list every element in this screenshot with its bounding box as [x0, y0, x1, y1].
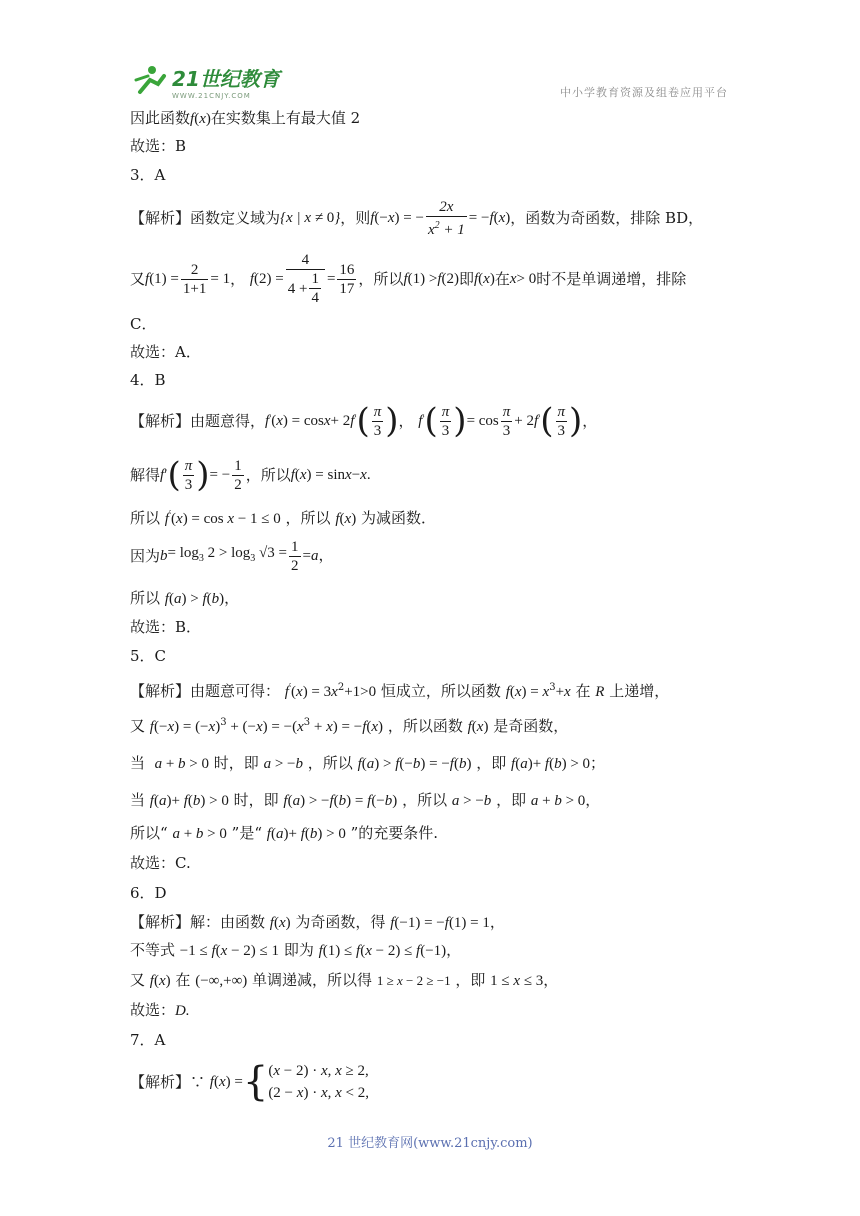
line-6: C．: [130, 315, 157, 333]
line-28: 【解析】∵ f ( x ) = { (x − 2) · x, x ≥ 2, (2 − x) · x, x < 2,: [130, 1059, 370, 1105]
line-14: 故选：B．: [130, 618, 202, 636]
line-11: 所以 f′(x) = cos x − 1 ≤ 0 ，所以 f(x) 为减函数．: [130, 509, 436, 527]
line-16: 【解析】由题意可得： $f'(x) = 3x^2+1>0$ 恒成立，所以函数 $f(x) = x^3+x$ 在 R 上递增，: [130, 682, 670, 700]
page-footer: 21 世纪教育网(www.21cnjy.com): [327, 1136, 533, 1151]
line-3: 3．A: [130, 166, 166, 184]
line-25: 又 f(x) 在 (−∞,+∞) 单调递减，所以得 1 ≥ x − 2 ≥ −1 ，即 1 ≤ x ≤ 3，: [130, 971, 559, 989]
line-13: 所以 f(a) > f(b)，: [130, 589, 240, 607]
line-9: 【解析】由题意得， f ′ ( x ) = cos x + 2 f ′ ( $\frac{\pi}{3}$ ) ， f ′ ( $\frac{\pi}{3}$ ) = cos $\frac{\pi}{3}$ + 2 f ′ ( $\frac{\pi}{3}$ ) ，: [130, 401, 598, 441]
line-21: 故选：C.: [130, 854, 191, 872]
line-26: 故选：D.: [130, 1001, 190, 1019]
line-20: 所以“ a + b > 0 ”是“ f(a)+ f(b) > 0 ”的充要条件.: [130, 824, 439, 842]
line-7: 故选：A．: [130, 343, 201, 361]
line-27: 7．A: [130, 1031, 166, 1049]
site-logo: [130, 58, 290, 102]
svg-text:21世纪教育: 21世纪教育: [172, 67, 280, 91]
line-15: 5．C: [130, 647, 167, 665]
line-23: 【解析】解：由函数 f(x) 为奇函数，得 f(−1) = −f(1) = 1，: [130, 913, 505, 931]
line-24: 不等式 −1 ≤ f(x − 2) ≤ 1 即为 f(1) ≤ f(x − 2) ≤ f(−1)，: [130, 941, 462, 959]
line-10: 解得 f ′ ( $\frac{\pi}{3}$ ) = − $\frac{1}{2}$ ，所以 f ( x ) = sin x − x .: [130, 455, 371, 495]
line-19: 当 f(a)+ f(b) > 0 时，即 f(a) > −f(b) = f(−b) ，所以 a > −b ，即 a + b > 0，: [130, 791, 601, 809]
line-12: 因为 b = $\log_3 2 > \log_3 √3$ = $\frac{1}{2}$ = a ，: [130, 538, 334, 574]
page-header: [0, 0, 860, 104]
svg-text:WWW.21CNJY.COM: WWW.21CNJY.COM: [172, 92, 251, 100]
line-17: 又 $f(-x) = (-x)^3 + (-x) = -(x^3 + x) = -f(x)$ ，所以函数 f(x) 是奇函数，: [130, 717, 569, 735]
line-1: 因此函数f(x)在实数集上有最大值 2: [130, 109, 361, 127]
line-22: 6．D: [130, 884, 167, 902]
line-4: 【解析】函数定义域为 {x | x ≠ 0} ，则 f (− x ) = − $\frac{2x}{x^2 + 1}$ = − f ( x ) ，函数为奇函数，排除 BD，: [130, 198, 704, 238]
line-8: 4．B: [130, 371, 166, 389]
line-18: 当 a + b > 0 时，即 a > −b ，所以 f(a) > f(−b) = −f(b) ，即 f(a)+ f(b) > 0；: [130, 754, 606, 772]
line-5: 又 f (1) = $\frac{2}{1+1}$ = 1 ， f (2) = 4 4 + $\frac{1}{4}$ = $\frac{16}{17}$ ，所以 f (1) > f (2) 即 f ( x ) 在 x > 0 时不是单调递增，排除: [130, 252, 687, 306]
platform-name: 中小学教育资源及组卷应用平台: [560, 86, 728, 99]
line-2: 故选：B: [130, 137, 187, 155]
